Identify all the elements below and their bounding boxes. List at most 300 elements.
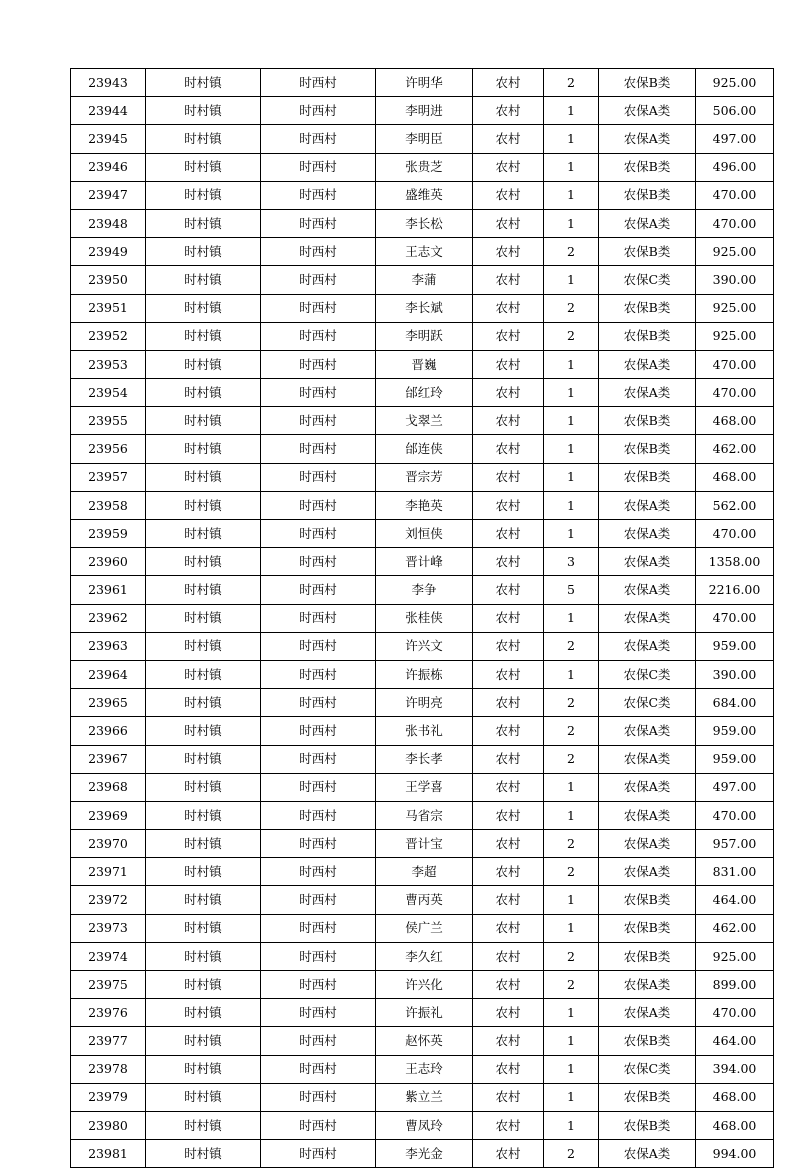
cell-count: 2 bbox=[544, 745, 599, 773]
cell-id: 23968 bbox=[71, 773, 146, 801]
cell-count: 1 bbox=[544, 520, 599, 548]
cell-category: 农保B类 bbox=[599, 886, 696, 914]
table-row bbox=[71, 350, 774, 378]
cell-id: 23945 bbox=[71, 125, 146, 153]
cell-village: 时西村 bbox=[261, 830, 376, 858]
cell-category: 农保A类 bbox=[599, 520, 696, 548]
cell-id: 23966 bbox=[71, 717, 146, 745]
cell-type: 农村 bbox=[473, 942, 544, 970]
cell-name: 许兴文 bbox=[376, 632, 473, 660]
cell-town: 时村镇 bbox=[146, 1140, 261, 1168]
cell-name: 邰连侠 bbox=[376, 435, 473, 463]
cell-village: 时西村 bbox=[261, 1027, 376, 1055]
cell-amount: 390.00 bbox=[696, 660, 774, 688]
cell-amount: 959.00 bbox=[696, 745, 774, 773]
cell-town: 时村镇 bbox=[146, 632, 261, 660]
cell-category: 农保A类 bbox=[599, 125, 696, 153]
table-row bbox=[71, 1055, 774, 1083]
cell-town: 时村镇 bbox=[146, 266, 261, 294]
cell-amount: 470.00 bbox=[696, 209, 774, 237]
cell-category: 农保A类 bbox=[599, 350, 696, 378]
cell-village: 时西村 bbox=[261, 801, 376, 829]
cell-amount: 470.00 bbox=[696, 350, 774, 378]
cell-amount: 925.00 bbox=[696, 294, 774, 322]
cell-type: 农村 bbox=[473, 322, 544, 350]
table-row bbox=[71, 548, 774, 576]
cell-town: 时村镇 bbox=[146, 322, 261, 350]
table-row bbox=[71, 407, 774, 435]
cell-id: 23957 bbox=[71, 463, 146, 491]
table-row bbox=[71, 181, 774, 209]
cell-count: 1 bbox=[544, 999, 599, 1027]
cell-town: 时村镇 bbox=[146, 773, 261, 801]
cell-town: 时村镇 bbox=[146, 886, 261, 914]
cell-category: 农保A类 bbox=[599, 632, 696, 660]
table-row bbox=[71, 942, 774, 970]
cell-amount: 684.00 bbox=[696, 689, 774, 717]
cell-village: 时西村 bbox=[261, 125, 376, 153]
cell-category: 农保B类 bbox=[599, 153, 696, 181]
cell-amount: 464.00 bbox=[696, 1027, 774, 1055]
cell-type: 农村 bbox=[473, 886, 544, 914]
cell-village: 时西村 bbox=[261, 914, 376, 942]
cell-type: 农村 bbox=[473, 209, 544, 237]
cell-town: 时村镇 bbox=[146, 238, 261, 266]
cell-count: 2 bbox=[544, 632, 599, 660]
cell-type: 农村 bbox=[473, 379, 544, 407]
cell-category: 农保B类 bbox=[599, 407, 696, 435]
cell-town: 时村镇 bbox=[146, 181, 261, 209]
cell-id: 23969 bbox=[71, 801, 146, 829]
cell-town: 时村镇 bbox=[146, 971, 261, 999]
cell-id: 23951 bbox=[71, 294, 146, 322]
cell-id: 23960 bbox=[71, 548, 146, 576]
cell-category: 农保B类 bbox=[599, 1027, 696, 1055]
cell-category: 农保B类 bbox=[599, 294, 696, 322]
cell-count: 2 bbox=[544, 322, 599, 350]
cell-type: 农村 bbox=[473, 294, 544, 322]
cell-type: 农村 bbox=[473, 1055, 544, 1083]
cell-id: 23948 bbox=[71, 209, 146, 237]
cell-town: 时村镇 bbox=[146, 97, 261, 125]
cell-village: 时西村 bbox=[261, 773, 376, 801]
table-row bbox=[71, 1027, 774, 1055]
cell-village: 时西村 bbox=[261, 266, 376, 294]
cell-id: 23976 bbox=[71, 999, 146, 1027]
cell-count: 5 bbox=[544, 576, 599, 604]
cell-count: 1 bbox=[544, 463, 599, 491]
cell-amount: 994.00 bbox=[696, 1140, 774, 1168]
cell-town: 时村镇 bbox=[146, 999, 261, 1027]
cell-id: 23949 bbox=[71, 238, 146, 266]
cell-amount: 506.00 bbox=[696, 97, 774, 125]
cell-count: 1 bbox=[544, 886, 599, 914]
cell-category: 农保B类 bbox=[599, 463, 696, 491]
cell-amount: 470.00 bbox=[696, 520, 774, 548]
cell-type: 农村 bbox=[473, 350, 544, 378]
cell-category: 农保C类 bbox=[599, 660, 696, 688]
table-row bbox=[71, 463, 774, 491]
cell-type: 农村 bbox=[473, 1111, 544, 1139]
table-row bbox=[71, 830, 774, 858]
cell-town: 时村镇 bbox=[146, 576, 261, 604]
cell-name: 许明华 bbox=[376, 69, 473, 97]
cell-category: 农保A类 bbox=[599, 604, 696, 632]
cell-amount: 957.00 bbox=[696, 830, 774, 858]
cell-name: 戈翠兰 bbox=[376, 407, 473, 435]
cell-count: 1 bbox=[544, 1083, 599, 1111]
cell-type: 农村 bbox=[473, 971, 544, 999]
cell-name: 张桂侠 bbox=[376, 604, 473, 632]
table-body bbox=[71, 69, 774, 1168]
cell-village: 时西村 bbox=[261, 181, 376, 209]
cell-category: 农保A类 bbox=[599, 971, 696, 999]
cell-village: 时西村 bbox=[261, 999, 376, 1027]
cell-category: 农保B类 bbox=[599, 238, 696, 266]
cell-amount: 497.00 bbox=[696, 125, 774, 153]
cell-name: 张书礼 bbox=[376, 717, 473, 745]
cell-type: 农村 bbox=[473, 548, 544, 576]
cell-name: 王学喜 bbox=[376, 773, 473, 801]
table-row bbox=[71, 209, 774, 237]
cell-amount: 925.00 bbox=[696, 69, 774, 97]
cell-id: 23959 bbox=[71, 520, 146, 548]
cell-name: 晋宗芳 bbox=[376, 463, 473, 491]
cell-count: 2 bbox=[544, 294, 599, 322]
cell-id: 23947 bbox=[71, 181, 146, 209]
cell-type: 农村 bbox=[473, 576, 544, 604]
cell-id: 23981 bbox=[71, 1140, 146, 1168]
cell-town: 时村镇 bbox=[146, 209, 261, 237]
cell-village: 时西村 bbox=[261, 69, 376, 97]
cell-id: 23973 bbox=[71, 914, 146, 942]
cell-id: 23972 bbox=[71, 886, 146, 914]
table-row bbox=[71, 971, 774, 999]
cell-village: 时西村 bbox=[261, 350, 376, 378]
table-row bbox=[71, 1140, 774, 1168]
cell-village: 时西村 bbox=[261, 717, 376, 745]
cell-type: 农村 bbox=[473, 1027, 544, 1055]
cell-type: 农村 bbox=[473, 858, 544, 886]
table-row bbox=[71, 632, 774, 660]
cell-name: 李明跃 bbox=[376, 322, 473, 350]
cell-count: 1 bbox=[544, 181, 599, 209]
table-row bbox=[71, 491, 774, 519]
cell-category: 农保B类 bbox=[599, 69, 696, 97]
cell-village: 时西村 bbox=[261, 435, 376, 463]
cell-id: 23954 bbox=[71, 379, 146, 407]
cell-category: 农保B类 bbox=[599, 435, 696, 463]
cell-town: 时村镇 bbox=[146, 858, 261, 886]
cell-count: 2 bbox=[544, 717, 599, 745]
cell-type: 农村 bbox=[473, 801, 544, 829]
cell-village: 时西村 bbox=[261, 379, 376, 407]
cell-village: 时西村 bbox=[261, 209, 376, 237]
cell-count: 1 bbox=[544, 350, 599, 378]
cell-village: 时西村 bbox=[261, 520, 376, 548]
table-row bbox=[71, 858, 774, 886]
cell-name: 晋计峰 bbox=[376, 548, 473, 576]
cell-amount: 1358.00 bbox=[696, 548, 774, 576]
cell-town: 时村镇 bbox=[146, 69, 261, 97]
cell-type: 农村 bbox=[473, 830, 544, 858]
cell-count: 1 bbox=[544, 914, 599, 942]
cell-amount: 470.00 bbox=[696, 801, 774, 829]
cell-village: 时西村 bbox=[261, 407, 376, 435]
cell-count: 1 bbox=[544, 125, 599, 153]
cell-count: 1 bbox=[544, 801, 599, 829]
cell-category: 农保A类 bbox=[599, 97, 696, 125]
cell-village: 时西村 bbox=[261, 1111, 376, 1139]
cell-type: 农村 bbox=[473, 69, 544, 97]
cell-type: 农村 bbox=[473, 153, 544, 181]
cell-category: 农保A类 bbox=[599, 999, 696, 1027]
cell-count: 1 bbox=[544, 379, 599, 407]
cell-amount: 496.00 bbox=[696, 153, 774, 181]
cell-village: 时西村 bbox=[261, 463, 376, 491]
cell-count: 1 bbox=[544, 266, 599, 294]
cell-count: 1 bbox=[544, 1111, 599, 1139]
cell-town: 时村镇 bbox=[146, 350, 261, 378]
cell-id: 23955 bbox=[71, 407, 146, 435]
cell-category: 农保B类 bbox=[599, 181, 696, 209]
cell-type: 农村 bbox=[473, 773, 544, 801]
cell-village: 时西村 bbox=[261, 548, 376, 576]
cell-amount: 959.00 bbox=[696, 632, 774, 660]
cell-category: 农保B类 bbox=[599, 942, 696, 970]
cell-type: 农村 bbox=[473, 660, 544, 688]
cell-town: 时村镇 bbox=[146, 689, 261, 717]
cell-category: 农保B类 bbox=[599, 322, 696, 350]
cell-amount: 925.00 bbox=[696, 238, 774, 266]
cell-id: 23965 bbox=[71, 689, 146, 717]
cell-count: 1 bbox=[544, 491, 599, 519]
table-row bbox=[71, 379, 774, 407]
cell-name: 李蒲 bbox=[376, 266, 473, 294]
table-row bbox=[71, 604, 774, 632]
cell-town: 时村镇 bbox=[146, 1055, 261, 1083]
cell-village: 时西村 bbox=[261, 1083, 376, 1111]
cell-category: 农保C类 bbox=[599, 689, 696, 717]
cell-village: 时西村 bbox=[261, 294, 376, 322]
cell-id: 23980 bbox=[71, 1111, 146, 1139]
cell-town: 时村镇 bbox=[146, 801, 261, 829]
cell-name: 许振栋 bbox=[376, 660, 473, 688]
cell-id: 23962 bbox=[71, 604, 146, 632]
cell-name: 紫立兰 bbox=[376, 1083, 473, 1111]
cell-category: 农保A类 bbox=[599, 801, 696, 829]
cell-type: 农村 bbox=[473, 407, 544, 435]
cell-id: 23975 bbox=[71, 971, 146, 999]
cell-village: 时西村 bbox=[261, 886, 376, 914]
cell-village: 时西村 bbox=[261, 576, 376, 604]
cell-type: 农村 bbox=[473, 999, 544, 1027]
cell-category: 农保C类 bbox=[599, 266, 696, 294]
cell-amount: 462.00 bbox=[696, 435, 774, 463]
cell-category: 农保B类 bbox=[599, 1083, 696, 1111]
table-row bbox=[71, 660, 774, 688]
table-row bbox=[71, 322, 774, 350]
cell-name: 赵怀英 bbox=[376, 1027, 473, 1055]
cell-village: 时西村 bbox=[261, 689, 376, 717]
cell-count: 2 bbox=[544, 858, 599, 886]
cell-count: 1 bbox=[544, 773, 599, 801]
cell-count: 2 bbox=[544, 942, 599, 970]
cell-amount: 470.00 bbox=[696, 379, 774, 407]
cell-category: 农保A类 bbox=[599, 491, 696, 519]
table-row bbox=[71, 520, 774, 548]
cell-name: 晋计宝 bbox=[376, 830, 473, 858]
cell-town: 时村镇 bbox=[146, 548, 261, 576]
cell-village: 时西村 bbox=[261, 660, 376, 688]
cell-amount: 394.00 bbox=[696, 1055, 774, 1083]
cell-village: 时西村 bbox=[261, 971, 376, 999]
cell-type: 农村 bbox=[473, 632, 544, 660]
cell-count: 2 bbox=[544, 689, 599, 717]
cell-id: 23963 bbox=[71, 632, 146, 660]
cell-category: 农保C类 bbox=[599, 1055, 696, 1083]
cell-category: 农保A类 bbox=[599, 773, 696, 801]
table-row bbox=[71, 576, 774, 604]
cell-count: 1 bbox=[544, 1055, 599, 1083]
cell-name: 李明臣 bbox=[376, 125, 473, 153]
table-row bbox=[71, 801, 774, 829]
cell-id: 23961 bbox=[71, 576, 146, 604]
cell-village: 时西村 bbox=[261, 858, 376, 886]
cell-town: 时村镇 bbox=[146, 830, 261, 858]
cell-name: 李长孝 bbox=[376, 745, 473, 773]
cell-id: 23971 bbox=[71, 858, 146, 886]
cell-name: 李光金 bbox=[376, 1140, 473, 1168]
cell-name: 侯广兰 bbox=[376, 914, 473, 942]
cell-name: 李超 bbox=[376, 858, 473, 886]
cell-village: 时西村 bbox=[261, 745, 376, 773]
cell-town: 时村镇 bbox=[146, 125, 261, 153]
cell-count: 2 bbox=[544, 238, 599, 266]
cell-category: 农保A类 bbox=[599, 576, 696, 604]
cell-type: 农村 bbox=[473, 181, 544, 209]
cell-town: 时村镇 bbox=[146, 435, 261, 463]
cell-id: 23978 bbox=[71, 1055, 146, 1083]
cell-amount: 468.00 bbox=[696, 1111, 774, 1139]
cell-amount: 470.00 bbox=[696, 604, 774, 632]
cell-name: 张贵芝 bbox=[376, 153, 473, 181]
cell-amount: 390.00 bbox=[696, 266, 774, 294]
cell-town: 时村镇 bbox=[146, 660, 261, 688]
cell-name: 邰红玲 bbox=[376, 379, 473, 407]
cell-village: 时西村 bbox=[261, 97, 376, 125]
cell-count: 1 bbox=[544, 209, 599, 237]
cell-type: 农村 bbox=[473, 717, 544, 745]
cell-name: 许兴化 bbox=[376, 971, 473, 999]
cell-category: 农保A类 bbox=[599, 1140, 696, 1168]
cell-village: 时西村 bbox=[261, 1140, 376, 1168]
table-row bbox=[71, 238, 774, 266]
cell-town: 时村镇 bbox=[146, 463, 261, 491]
cell-name: 李艳英 bbox=[376, 491, 473, 519]
cell-name: 盛维英 bbox=[376, 181, 473, 209]
cell-name: 曹丙英 bbox=[376, 886, 473, 914]
cell-amount: 470.00 bbox=[696, 181, 774, 209]
cell-type: 农村 bbox=[473, 914, 544, 942]
cell-type: 农村 bbox=[473, 97, 544, 125]
cell-town: 时村镇 bbox=[146, 1111, 261, 1139]
cell-type: 农村 bbox=[473, 238, 544, 266]
cell-town: 时村镇 bbox=[146, 745, 261, 773]
cell-village: 时西村 bbox=[261, 632, 376, 660]
cell-type: 农村 bbox=[473, 604, 544, 632]
cell-category: 农保A类 bbox=[599, 830, 696, 858]
cell-count: 2 bbox=[544, 830, 599, 858]
cell-town: 时村镇 bbox=[146, 942, 261, 970]
cell-village: 时西村 bbox=[261, 153, 376, 181]
cell-amount: 959.00 bbox=[696, 717, 774, 745]
cell-type: 农村 bbox=[473, 689, 544, 717]
cell-category: 农保A类 bbox=[599, 858, 696, 886]
cell-type: 农村 bbox=[473, 491, 544, 519]
cell-id: 23943 bbox=[71, 69, 146, 97]
cell-id: 23977 bbox=[71, 1027, 146, 1055]
table-row bbox=[71, 69, 774, 97]
table-row bbox=[71, 914, 774, 942]
table-row bbox=[71, 1111, 774, 1139]
cell-id: 23944 bbox=[71, 97, 146, 125]
cell-type: 农村 bbox=[473, 1083, 544, 1111]
table-row bbox=[71, 435, 774, 463]
table-row bbox=[71, 1083, 774, 1111]
cell-name: 李久红 bbox=[376, 942, 473, 970]
cell-type: 农村 bbox=[473, 520, 544, 548]
cell-town: 时村镇 bbox=[146, 294, 261, 322]
cell-id: 23952 bbox=[71, 322, 146, 350]
cell-amount: 925.00 bbox=[696, 322, 774, 350]
cell-category: 农保B类 bbox=[599, 1111, 696, 1139]
cell-count: 1 bbox=[544, 660, 599, 688]
table-row bbox=[71, 266, 774, 294]
cell-town: 时村镇 bbox=[146, 1027, 261, 1055]
cell-name: 王志玲 bbox=[376, 1055, 473, 1083]
cell-id: 23979 bbox=[71, 1083, 146, 1111]
cell-count: 1 bbox=[544, 407, 599, 435]
cell-id: 23950 bbox=[71, 266, 146, 294]
cell-town: 时村镇 bbox=[146, 153, 261, 181]
cell-name: 曹凤玲 bbox=[376, 1111, 473, 1139]
cell-town: 时村镇 bbox=[146, 717, 261, 745]
cell-count: 2 bbox=[544, 69, 599, 97]
table-row bbox=[71, 125, 774, 153]
cell-count: 3 bbox=[544, 548, 599, 576]
cell-amount: 2216.00 bbox=[696, 576, 774, 604]
table-row bbox=[71, 745, 774, 773]
cell-category: 农保A类 bbox=[599, 717, 696, 745]
cell-type: 农村 bbox=[473, 125, 544, 153]
cell-category: 农保B类 bbox=[599, 914, 696, 942]
table-row bbox=[71, 689, 774, 717]
cell-category: 农保A类 bbox=[599, 548, 696, 576]
cell-type: 农村 bbox=[473, 745, 544, 773]
cell-id: 23946 bbox=[71, 153, 146, 181]
cell-town: 时村镇 bbox=[146, 604, 261, 632]
cell-type: 农村 bbox=[473, 435, 544, 463]
cell-village: 时西村 bbox=[261, 604, 376, 632]
table-row bbox=[71, 886, 774, 914]
cell-amount: 831.00 bbox=[696, 858, 774, 886]
table-row bbox=[71, 773, 774, 801]
cell-village: 时西村 bbox=[261, 322, 376, 350]
cell-town: 时村镇 bbox=[146, 407, 261, 435]
cell-category: 农保A类 bbox=[599, 379, 696, 407]
cell-village: 时西村 bbox=[261, 1055, 376, 1083]
